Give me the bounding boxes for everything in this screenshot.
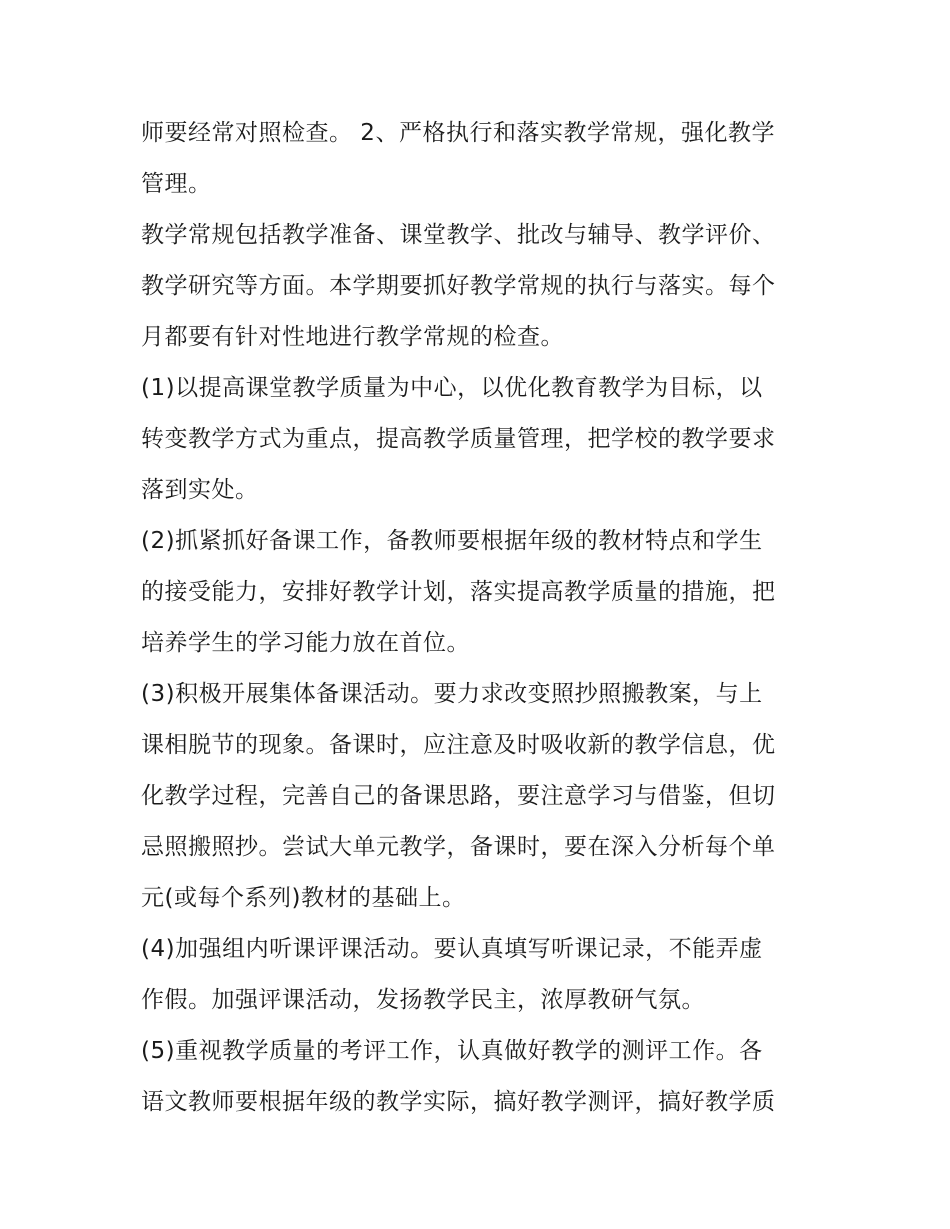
text-line: 培养学生的学习能力放在首位。 (141, 630, 470, 656)
text-line: 语文教师要根据年级的教学实际，搞好教学测评，搞好教学质 (141, 1089, 776, 1115)
text-line: 教学常规包括教学准备、课堂教学、批改与辅导、教学评价、 (141, 222, 776, 248)
text-line: 师要经常对照检查。 2、严格执行和落实教学常规，强化教学 (141, 120, 775, 146)
text-line: (3)积极开展集体备课活动。要力求改变照抄照搬教案，与上 (141, 681, 763, 707)
text-line: 作假。加强评课活动，发扬教学民主，浓厚教研气氛。 (141, 987, 705, 1013)
text-line: 月都要有针对性地进行教学常规的检查。 (141, 324, 564, 350)
text-line: 落到实处。 (141, 477, 259, 503)
text-line: 化教学过程，完善自己的备课思路，要注意学习与借鉴，但切 (141, 783, 776, 809)
text-line: 元(或每个系列)教材的基础上。 (141, 885, 466, 911)
document-body (141, 108, 821, 1128)
text-line: (2)抓紧抓好备课工作，备教师要根据年级的教材特点和学生 (141, 528, 763, 554)
text-line: 课相脱节的现象。备课时，应注意及时吸收新的教学信息，优 (141, 732, 776, 758)
text-line: (4)加强组内听课评课活动。要认真填写听课记录，不能弄虚 (141, 936, 763, 962)
text-line: 的接受能力，安排好教学计划，落实提高教学质量的措施，把 (141, 579, 776, 605)
text-line: 教学研究等方面。本学期要抓好教学常规的执行与落实。每个 (141, 273, 776, 299)
text-line: 忌照搬照抄。尝试大单元教学，备课时，要在深入分析每个单 (141, 834, 776, 860)
text-line: (1)以提高课堂教学质量为中心，以优化教育教学为目标，以 (141, 375, 763, 401)
text-line: 转变教学方式为重点，提高教学质量管理，把学校的教学要求 (141, 426, 776, 452)
text-line: 管理。 (141, 171, 212, 197)
text-line: (5)重视教学质量的考评工作，认真做好教学的测评工作。各 (141, 1038, 763, 1064)
